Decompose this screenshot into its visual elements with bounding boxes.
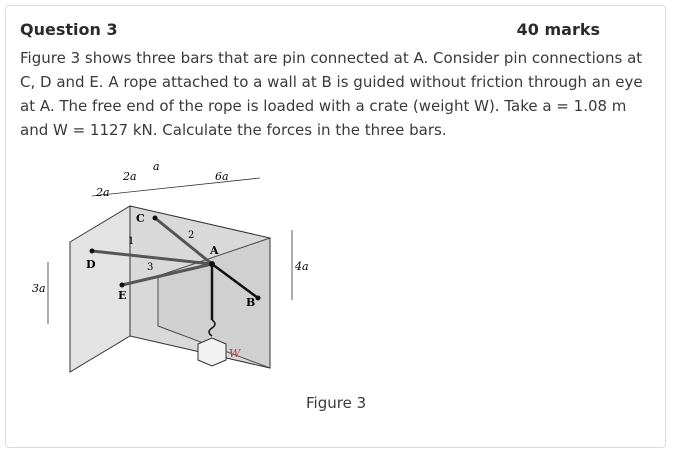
- label-bar-2: 2: [188, 230, 195, 241]
- pin-a: [209, 261, 215, 267]
- label-a-point: A: [210, 244, 219, 257]
- label-a: a: [153, 160, 160, 173]
- pin-d: [90, 249, 95, 254]
- label-4a: 4a: [295, 260, 309, 273]
- question-title: Question 3: [20, 20, 118, 39]
- figure-caption: Figure 3: [306, 394, 367, 412]
- figure-3: [30, 158, 330, 383]
- question-marks: 40 marks: [516, 20, 600, 39]
- label-bar-3: 3: [147, 262, 154, 273]
- label-d: D: [86, 258, 96, 271]
- label-6a: 6a: [215, 170, 229, 183]
- pin-b: [256, 296, 261, 301]
- label-2a-top: 2a: [123, 170, 137, 183]
- label-w: W: [229, 347, 241, 360]
- label-b: B: [246, 296, 256, 309]
- pin-c: [153, 216, 158, 221]
- label-e: E: [118, 289, 127, 302]
- label-2a-left: 2a: [96, 186, 110, 199]
- label-c: C: [136, 212, 145, 225]
- question-header: [20, 20, 600, 44]
- dim-line-top: [92, 178, 260, 196]
- question-body: Figure 3 shows three bars that are pin connected at A. Consider pin connections at C, D and E. A rope attached to a wall at B is guided without friction through an eye at A. The free end of the rope is loaded with a crate (weight W). Take a = 1.08 m and W = 1127 kN. Calculate the forces in the three bars.: [20, 49, 643, 139]
- figure-diagram: [30, 158, 330, 383]
- label-3a: 3a: [32, 282, 46, 295]
- crate-icon: [198, 338, 226, 366]
- label-bar-1: 1: [128, 236, 135, 247]
- pin-e: [120, 283, 125, 288]
